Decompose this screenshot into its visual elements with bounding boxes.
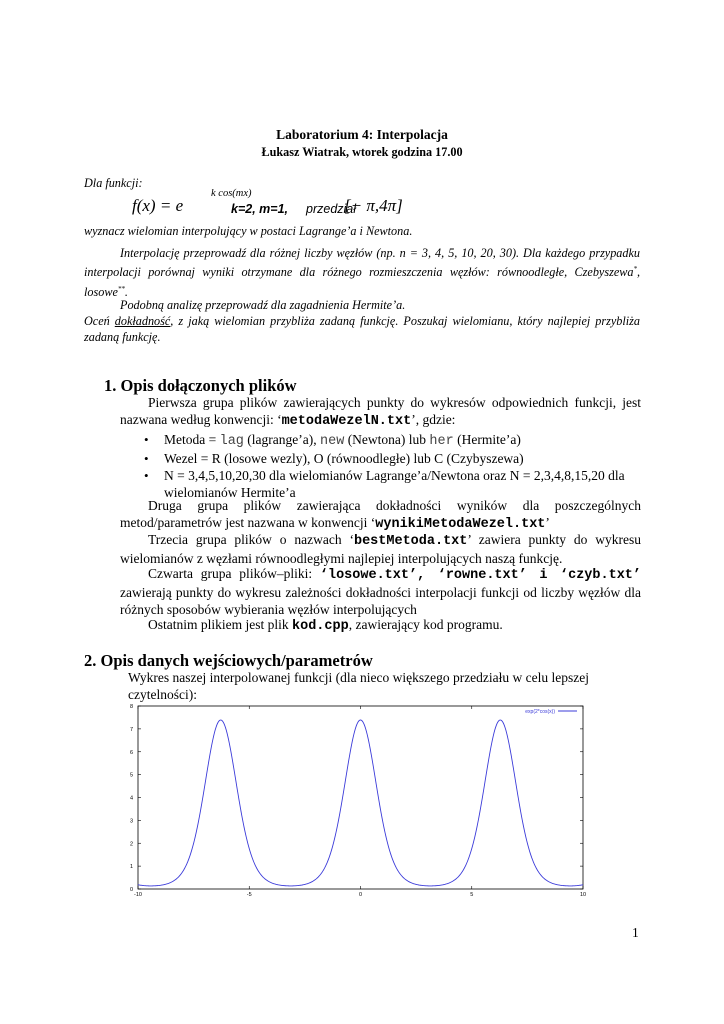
- section1-para5: Ostatnim plikiem jest plik kod.cpp, zawierający kod programu.: [148, 617, 503, 634]
- section1-para3: Trzecia grupa plików o nazwach ‘bestMetoda.txt’ zawiera punkty do wykresu wielomianów z węzłami równoodległymi najlepiej interpolujących naszą funkcję.: [120, 532, 642, 566]
- task-para3: Oceń dokładność, z jaką wielomian przybliża zadaną funkcję. Poszukaj wielomianu, który najlepiej przybliża zadaną funkcję.: [84, 314, 640, 345]
- formula-lhs: f(x) = e: [132, 196, 184, 215]
- y-tick-label: 0: [129, 887, 133, 893]
- document-author: Łukasz Wiatrak, wtorek godzina 17.00: [261, 145, 463, 159]
- x-tick-label: -5: [246, 892, 252, 898]
- section1-bullets: [140, 431, 642, 501]
- params-interval-label: przedział: [306, 202, 357, 216]
- function-formula: [132, 188, 432, 220]
- plot-frame: [138, 706, 583, 889]
- y-tick-label: 2: [129, 841, 133, 848]
- bullet-n: • N = 3,4,5,10,20,30 dla wielomianów Lagrange’a/Newtona oraz N = 2,3,4,8,15,20 dla wielomianów Hermite’a: [140, 467, 642, 501]
- task-para2: Podobną analizę przeprowadź dla zagadnienia Hermite’a.: [120, 298, 406, 312]
- y-tick-label: 1: [129, 864, 133, 871]
- section1-para1: Pierwsza grupa plików zawierających punkty do wykresów odpowiednich funkcji, jest nazwana według konwencji: ‘metodaWezelN.txt’, gdzie:: [120, 395, 641, 429]
- y-tick-label: 7: [129, 726, 133, 733]
- document-title: Laboratorium 4: Interpolacja: [276, 127, 448, 142]
- section1-para4: Czwarta grupa plików–pliki: ‘losowe.txt’, ‘rowne.txt’ i ‘czyb.txt’ zawierają punkty do wykresu zależności dokładności interpolacji funkcji od liczby węzłów dla różnych sposobów wybierania węzłów interpolujących: [120, 566, 641, 617]
- y-tick-label: 6: [129, 749, 133, 756]
- formula-exponent: k cos(mx): [211, 188, 252, 199]
- task-line1: wyznacz wielomian interpolujący w postaci Lagrange’a i Newtona.: [84, 224, 413, 238]
- legend-label: exp(2*cos(x)): [525, 709, 555, 715]
- section2-para1: Wykres naszej interpolowanej funkcji (dla nieco większego przedziału w celu lepszej czytelności):: [128, 670, 589, 702]
- bullet-metoda: • Metoda = lag (lagrange’a), new (Newtona) lub her (Hermite’a): [140, 431, 642, 450]
- interval-value: [− π,4π]: [344, 196, 403, 215]
- section2-heading: 2. Opis danych wejściowych/parametrów: [84, 651, 373, 670]
- task-para1: Interpolację przeprowadź dla różnej liczby węzłów (np. n = 3, 4, 5, 10, 20, 30). Dla każdego przypadku interpolacji porównaj wyniki otrzymane dla różnego rozmieszczenia węzłów: równoodległe, Czebyszewa*, losowe**.: [84, 246, 640, 299]
- page-number: 1: [632, 925, 639, 940]
- series-line: [138, 720, 583, 886]
- y-tick-label: 8: [129, 704, 133, 710]
- task-intro: Dla funkcji:: [84, 176, 143, 190]
- x-tick-label: 10: [579, 892, 587, 898]
- y-tick-label: 5: [129, 772, 133, 779]
- function-plot: [118, 700, 594, 900]
- y-tick-label: 4: [129, 795, 133, 802]
- params-bold: k=2, m=1,: [231, 202, 288, 216]
- section1-heading: 1. Opis dołączonych plików: [104, 376, 297, 395]
- bullet-wezel: • Wezel = R (losowe wezly), O (równoodległe) lub C (Czybyszewa): [140, 450, 642, 467]
- section1-para2: Druga grupa plików zawierająca dokładności wyników dla poszczególnych metod/parametrów jest nazwana w konwencji ‘wynikiMetodaWezel.txt’: [120, 498, 641, 532]
- x-tick-label: 5: [470, 892, 474, 898]
- y-tick-label: 3: [129, 818, 133, 825]
- x-tick-label: 0: [358, 892, 363, 898]
- x-tick-label: -10: [134, 892, 142, 898]
